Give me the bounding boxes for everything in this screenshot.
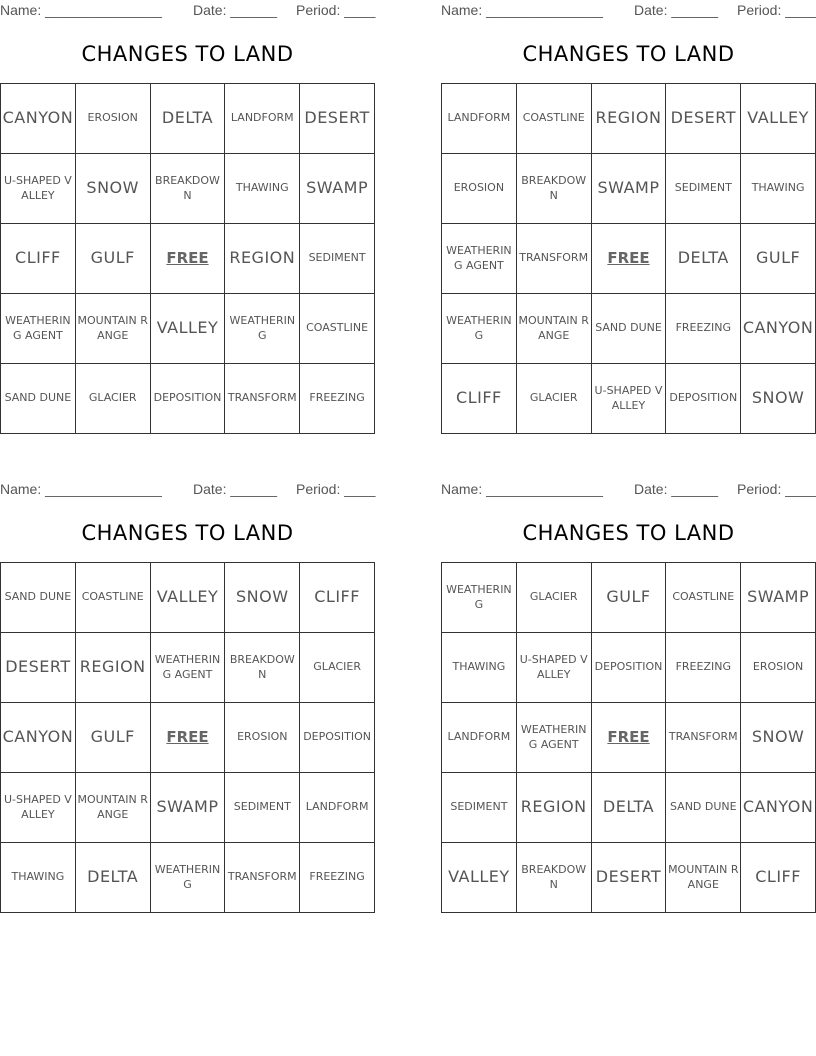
bingo-cell: DEPOSITION [592,633,667,703]
date-label: Date: ______ [634,481,719,497]
card-title: CHANGES TO LAND [522,42,735,66]
student-info-line [441,481,816,499]
bingo-cell: WEATHERING [225,294,300,364]
bingo-cell: SWAMP [592,154,667,224]
bingo-cell: THAWING [442,633,517,703]
bingo-cell: SEDIMENT [666,154,741,224]
bingo-cell: SNOW [741,703,816,773]
bingo-cell: TRANSFORM [666,703,741,773]
period-label: Period: ____ [737,481,816,497]
date-label: Date: ______ [193,2,278,18]
free-space-cell: FREE [592,224,667,294]
bingo-card-4 [441,479,816,911]
free-space-cell: FREE [151,224,226,294]
bingo-cell: BREAKDOWN [517,154,592,224]
bingo-cell: TRANSFORM [225,364,300,434]
bingo-cell: REGION [592,84,667,154]
bingo-cell: SAND DUNE [666,773,741,843]
bingo-cell: WEATHERING [151,843,226,913]
bingo-cell: CLIFF [1,224,76,294]
bingo-cell: SEDIMENT [300,224,375,294]
bingo-cell: DESERT [666,84,741,154]
bingo-cell: THAWING [741,154,816,224]
bingo-cell: SEDIMENT [225,773,300,843]
bingo-cell: WEATHERING AGENT [442,224,517,294]
name-label: Name: _______________ [0,2,162,18]
bingo-cell: FREEZING [300,843,375,913]
bingo-cell: U-SHAPED VALLEY [517,633,592,703]
bingo-cell: FREEZING [666,633,741,703]
bingo-cell: SWAMP [300,154,375,224]
bingo-cell: LANDFORM [300,773,375,843]
bingo-cell: GULF [741,224,816,294]
name-label: Name: _______________ [0,481,162,497]
period-label: Period: ____ [737,2,816,18]
bingo-cell: WEATHERING [442,563,517,633]
bingo-cell: REGION [517,773,592,843]
date-label: Date: ______ [193,481,278,497]
bingo-cell: SNOW [225,563,300,633]
bingo-grid [0,83,375,434]
bingo-cell: DELTA [666,224,741,294]
bingo-cell: EROSION [225,703,300,773]
bingo-cell: WEATHERING AGENT [151,633,226,703]
bingo-cell: SWAMP [741,563,816,633]
bingo-cell: WEATHERING AGENT [517,703,592,773]
bingo-cell: DELTA [76,843,151,913]
student-info-line [0,481,375,499]
bingo-cell: CLIFF [300,563,375,633]
name-label: Name: _______________ [441,481,603,497]
bingo-cell: VALLEY [741,84,816,154]
bingo-cell: CANYON [741,294,816,364]
bingo-cell: VALLEY [151,563,226,633]
bingo-cell: DEPOSITION [151,364,226,434]
bingo-cell: MOUNTAIN RANGE [76,294,151,364]
bingo-cell: SAND DUNE [1,364,76,434]
card-title: CHANGES TO LAND [522,521,735,545]
bingo-cell: GLACIER [517,563,592,633]
bingo-cell: DELTA [592,773,667,843]
bingo-cell: DESERT [592,843,667,913]
bingo-cell: WEATHERING [442,294,517,364]
bingo-cell: VALLEY [442,843,517,913]
bingo-cell: DEPOSITION [300,703,375,773]
bingo-card-2 [441,0,816,432]
bingo-cell: REGION [225,224,300,294]
bingo-cell: EROSION [76,84,151,154]
bingo-cell: CANYON [1,84,76,154]
bingo-cell: DESERT [300,84,375,154]
bingo-card-1 [0,0,375,432]
bingo-cell: GULF [592,563,667,633]
bingo-cell: SAND DUNE [592,294,667,364]
date-label: Date: ______ [634,2,719,18]
free-space-cell: FREE [151,703,226,773]
bingo-cell: FREEZING [300,364,375,434]
bingo-cell: U-SHAPED VALLEY [592,364,667,434]
bingo-cell: COASTLINE [300,294,375,364]
bingo-cell: MOUNTAIN RANGE [76,773,151,843]
bingo-cell: THAWING [1,843,76,913]
period-label: Period: ____ [296,2,376,18]
bingo-cell: GLACIER [76,364,151,434]
bingo-cell: GLACIER [300,633,375,703]
bingo-cell: U-SHAPED VALLEY [1,773,76,843]
bingo-cell: CANYON [741,773,816,843]
bingo-grid [0,562,375,913]
name-label: Name: _______________ [441,2,603,18]
bingo-cell: COASTLINE [76,563,151,633]
bingo-grid [441,562,816,913]
bingo-cell: CANYON [1,703,76,773]
bingo-cell: LANDFORM [442,703,517,773]
bingo-cell: DESERT [1,633,76,703]
card-title: CHANGES TO LAND [81,521,294,545]
bingo-cell: FREEZING [666,294,741,364]
bingo-cell: GULF [76,224,151,294]
bingo-cell: TRANSFORM [225,843,300,913]
bingo-grid [441,83,816,434]
bingo-cell: SNOW [741,364,816,434]
bingo-cell: LANDFORM [442,84,517,154]
bingo-cell: BREAKDOWN [517,843,592,913]
bingo-cell: EROSION [442,154,517,224]
bingo-cell: THAWING [225,154,300,224]
bingo-cell: GLACIER [517,364,592,434]
bingo-cell: CLIFF [741,843,816,913]
bingo-cell: COASTLINE [666,563,741,633]
card-title: CHANGES TO LAND [81,42,294,66]
bingo-cell: VALLEY [151,294,226,364]
bingo-cell: BREAKDOWN [225,633,300,703]
bingo-cell: GULF [76,703,151,773]
bingo-cell: U-SHAPED VALLEY [1,154,76,224]
bingo-card-3 [0,479,375,911]
student-info-line [0,2,375,20]
bingo-cell: SNOW [76,154,151,224]
bingo-cell: BREAKDOWN [151,154,226,224]
bingo-cell: MOUNTAIN RANGE [666,843,741,913]
period-label: Period: ____ [296,481,376,497]
bingo-cell: SWAMP [151,773,226,843]
free-space-cell: FREE [592,703,667,773]
bingo-cell: REGION [76,633,151,703]
bingo-cell: SAND DUNE [1,563,76,633]
bingo-cell: SEDIMENT [442,773,517,843]
bingo-cell: DELTA [151,84,226,154]
bingo-cell: CLIFF [442,364,517,434]
bingo-cell: LANDFORM [225,84,300,154]
bingo-cell: COASTLINE [517,84,592,154]
bingo-cell: DEPOSITION [666,364,741,434]
bingo-cell: WEATHERING AGENT [1,294,76,364]
bingo-cell: EROSION [741,633,816,703]
student-info-line [441,2,816,20]
bingo-cell: MOUNTAIN RANGE [517,294,592,364]
bingo-cell: TRANSFORM [517,224,592,294]
